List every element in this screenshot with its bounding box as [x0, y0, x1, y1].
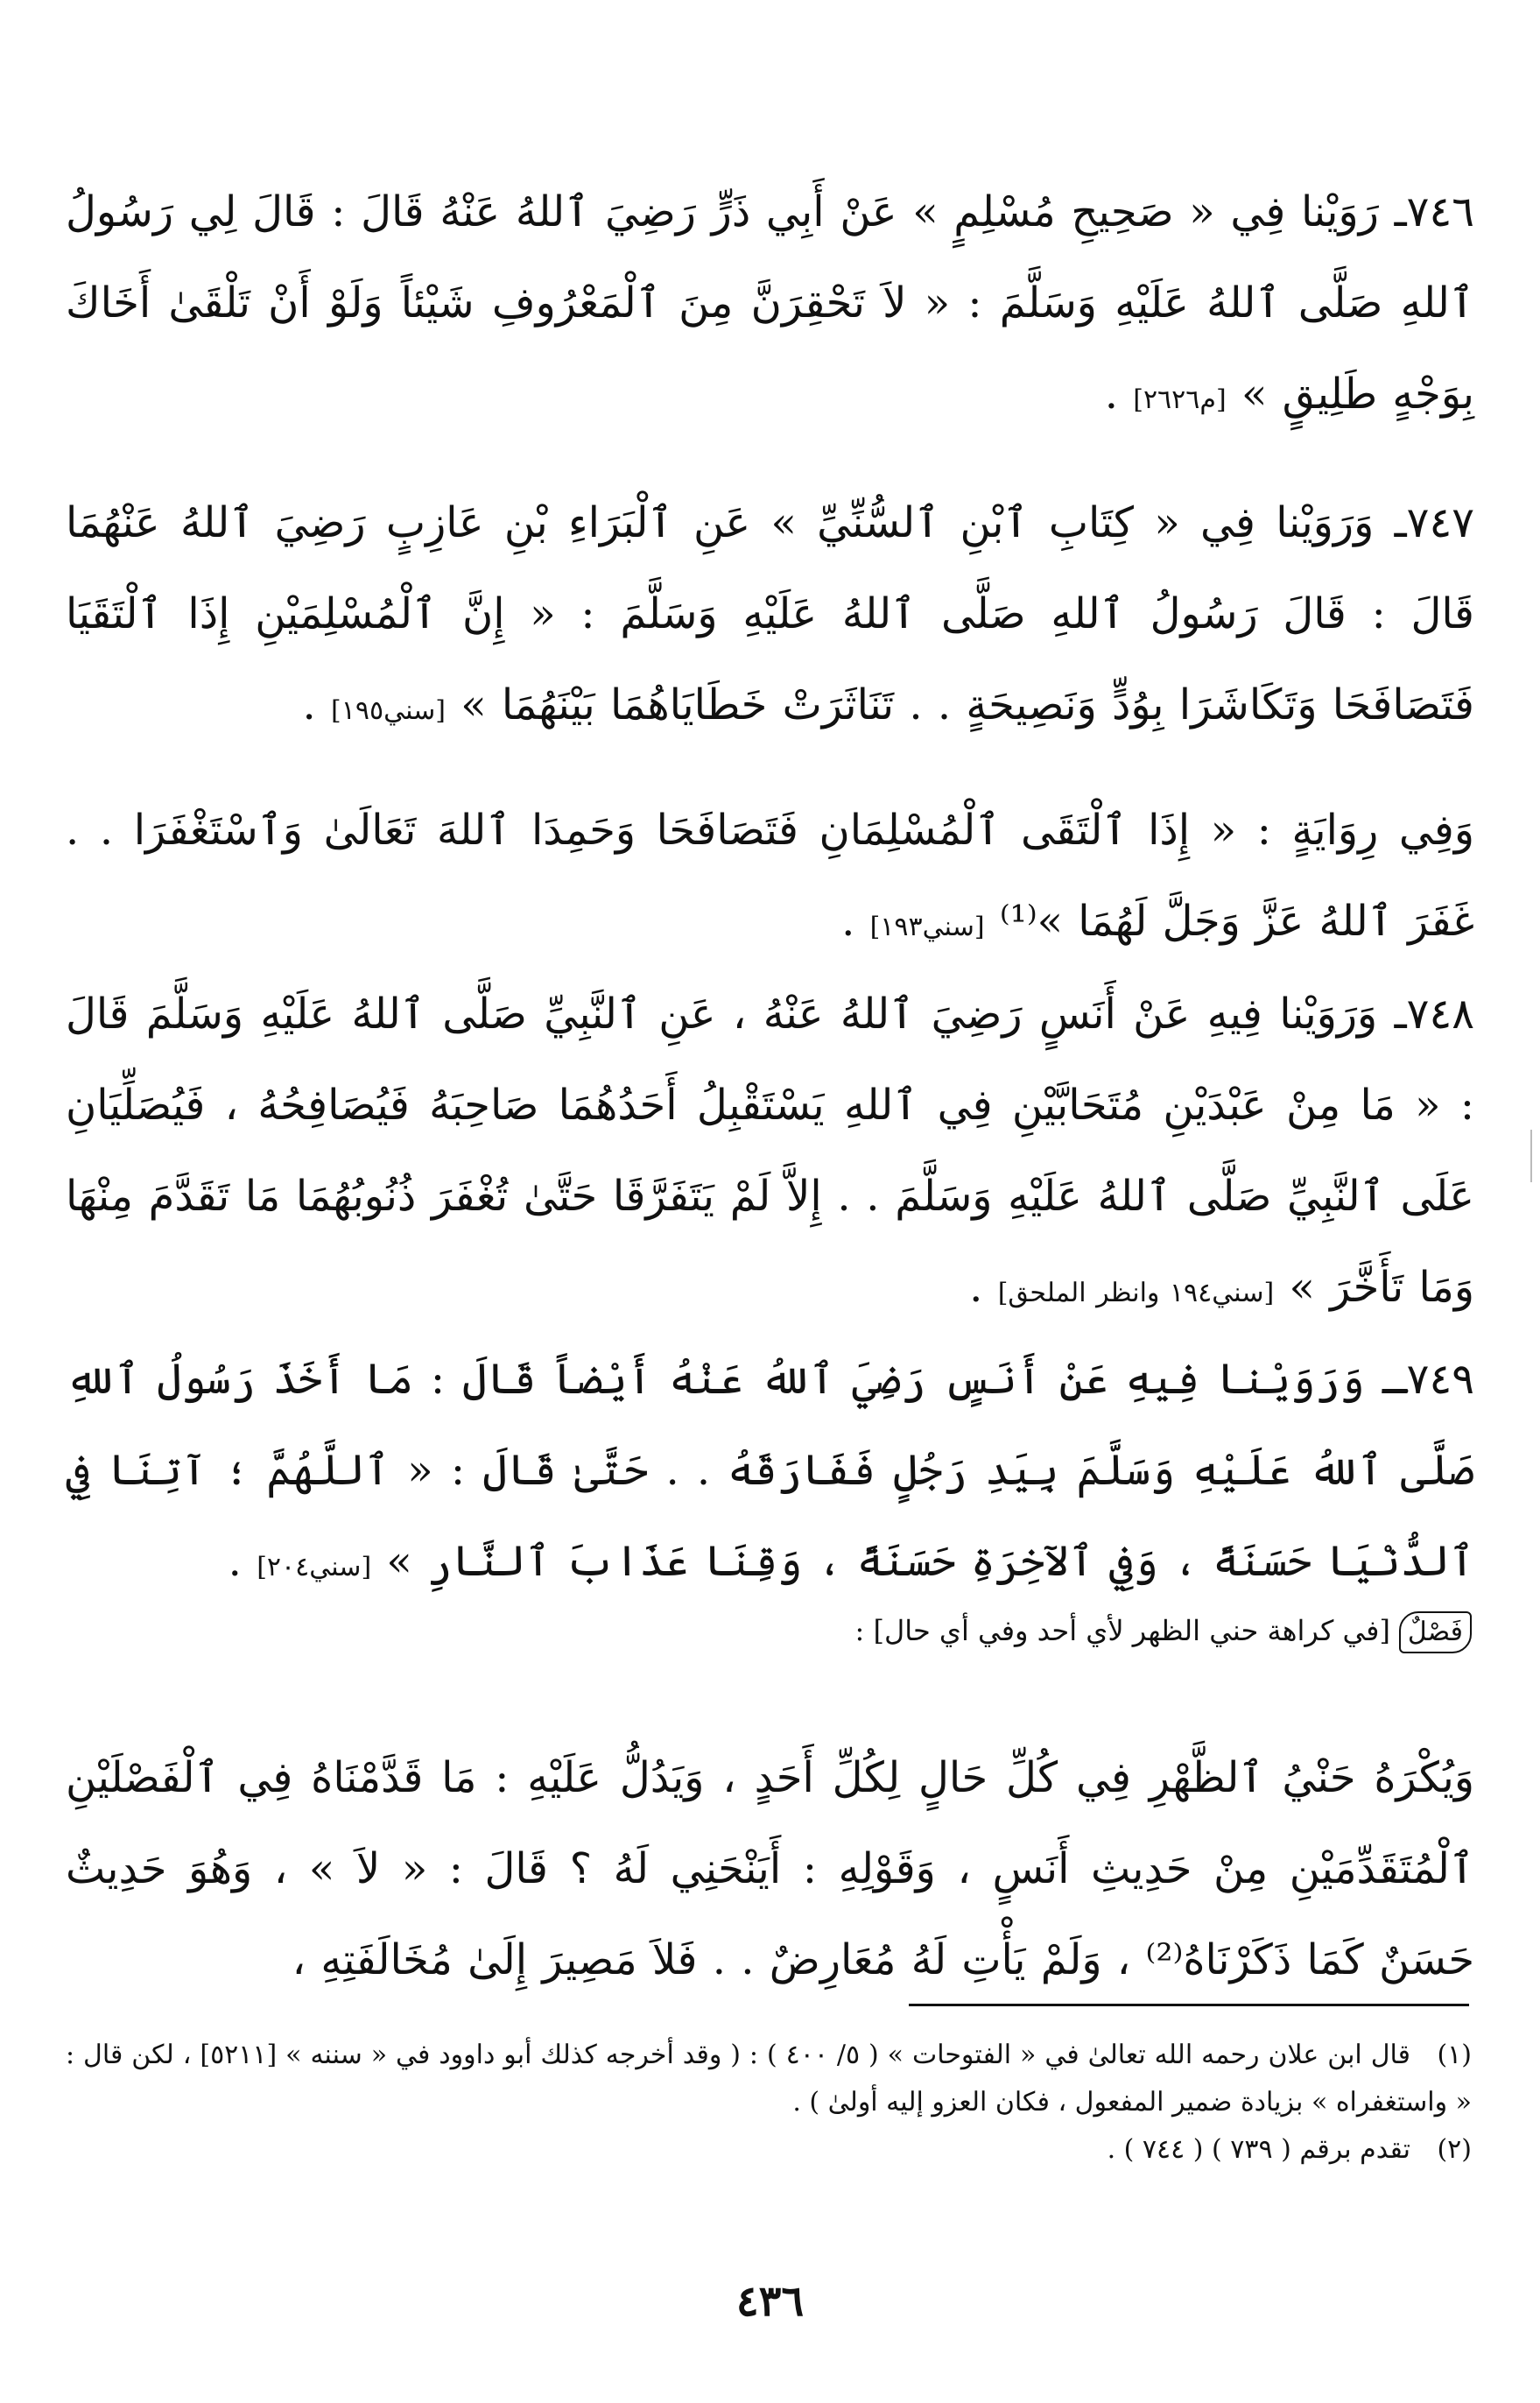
hadith-747-end: .	[302, 680, 332, 729]
page-number: ٤٣٦	[735, 2277, 805, 2326]
hadith-746-reference: [م٢٦٢٦]	[1133, 384, 1227, 415]
footnote-2-text: تقدم برقم ( ٧٣٩ ) ( ٧٤٤ ) .	[1107, 2134, 1410, 2165]
variant-reference: [سني١٩٣]	[869, 912, 985, 942]
hadith-749-reference: [سني٢٠٤]	[257, 1552, 372, 1582]
footnote-2	[66, 2126, 1472, 2174]
hadith-746-text: ٧٤٦ـ رَوَيْنا فِي « صَحِيحِ مُسْلِمٍ » عَنْ أَبِي ذَرٍّ رَضِيَ ٱللهُ عَنْهُ قَالَ : قَالَ لِي رَسُولُ ٱللهِ صَلَّى ٱللهُ عَلَيْهِ وَسَلَّمَ : « لاَ تَحْقِرَنَّ مِنَ ٱلْمَعْرُوفِ شَيْئاً وَلَوْ أَنْ تَلْقَىٰ أَخَاكَ بِوَجْهٍ طَلِيقٍ »	[66, 187, 1474, 419]
hadith-749	[66, 1334, 1474, 1613]
variant-end: .	[841, 897, 870, 946]
footnote-1-number: (١)	[1437, 2040, 1472, 2070]
closing-paragraph: وَيُكْرَهُ حَنْيُ ٱلظَّهْرِ فِي كُلِّ حَالٍ لِكُلِّ أَحَدٍ ، وَيَدُلُّ عَلَيْهِ : مَا قَدَّمْنَاهُ فِي ٱلْفَصْلَيْنِ ٱلْمُتَقَدِّمَيْنِ مِنْ حَدِيثِ أَنَسٍ ، وَقَوْلِهِ : أَيَنْحَنِي لَهُ ؟ قَالَ : « لاَ » ، وَهُوَ حَدِيثٌ حَسَنٌ كَمَا ذَكَرْنَاهُ⁽²⁾ ، وَلَمْ يَأْتِ لَهُ مُعَارِضٌ . . فَلاَ مَصِيرَ إِلَىٰ مُخَالَفَتِهِ ،	[66, 1753, 1475, 1984]
hadith-749-end: .	[228, 1537, 257, 1586]
variant-text: وَفِي رِوَايَةٍ : « إِذَا ٱلْتَقَى ٱلْمُسْلِمَانِ فَتَصَافَحَا وَحَمِدَا ٱللهَ تَعَالَىٰ وَٱسْتَغْفَرَا . . غَفَرَ ٱللهُ عَزَّ وَجَلَّ لَهُمَا »⁽¹⁾	[66, 806, 1475, 946]
hadith-747-reference: [سني١٩٥]	[331, 695, 447, 726]
section-heading-text: [في كراهة حني الظهر لأي أحد وفي أي حال] :	[854, 1614, 1390, 1647]
hadith-747	[66, 477, 1474, 757]
hadith-749-text: ٧٤٩ـ وَرَوَيْنا فِيهِ عَنْ أَنَسٍ رَضِيَ ٱللهُ عَنْهُ أَيْضاً قَالَ : مَا أَخَذَ رَسُولُ ٱللهِ صَلَّى ٱللهُ عَلَيْهِ وَسَلَّمَ بِيَدِ رَجُلٍ فَفَارَقَهُ . . حَتَّىٰ قَالَ : « ٱللَّهُمَّ ؛ آتِنَا فِي ٱلدُّنْيَا حَسَنَةً ، وَفِي ٱلآخِرَةِ حَسَنَةً ، وَقِنَا عَذَابَ ٱلنَّارِ »	[66, 1355, 1474, 1586]
hadith-747-text: ٧٤٧ـ وَرَوَيْنا فِي « كِتَابِ ٱبْنِ ٱلسُّنِّيِّ » عَنِ ٱلْبَرَاءِ بْنِ عَازِبٍ رَضِيَ ٱللهُ عَنْهُمَا قَالَ : قَالَ رَسُولُ ٱللهِ صَلَّى ٱللهُ عَلَيْهِ وَسَلَّمَ : « إِنَّ ٱلْمُسْلِمَيْنِ إِذَا ٱلْتَقَيَا فَتَصَافَحَا وَتَكَاشَرَا بِوُدٍّ وَنَصِيحَةٍ . . تَنَاثَرَتْ خَطَايَاهُمَا بَيْنَهُمَا »	[66, 498, 1474, 729]
footnote-1-text: قال ابن علان رحمه الله تعالىٰ في « الفتوحات » ( ٥/ ٤٠٠ ) : ( وقد أخرجه كذلك أبو داوود في « سننه » [٥٢١١] ، لكن قال : « واستغفراه » بزيادة ضمير المفعول ، فكان العزو إليه أولىٰ ) .	[66, 2040, 1472, 2118]
hadith-746	[66, 166, 1474, 446]
hadith-748-text: ٧٤٨ـ وَرَوَيْنا فِيهِ عَنْ أَنَسٍ رَضِيَ ٱللهُ عَنْهُ ، عَنِ ٱلنَّبِيِّ صَلَّى ٱللهُ عَلَيْهِ وَسَلَّمَ قَالَ : « مَا مِنْ عَبْدَيْنِ مُتَحَابَّيْنِ فِي ٱللهِ يَسْتَقْبِلُ أَحَدُهُمَا صَاحِبَهُ فَيُصَافِحُهُ ، فَيُصَلِّيَانِ عَلَى ٱلنَّبِيِّ صَلَّى ٱللهُ عَلَيْهِ وَسَلَّمَ . . إِلاَّ لَمْ يَتَفَرَّقَا حَتَّىٰ تُغْفَرَ ذُنُوبُهُمَا مَا تَقَدَّمَ مِنْهَا وَمَا تَأَخَّرَ »	[66, 990, 1474, 1312]
hadith-748-end: .	[969, 1263, 998, 1312]
hadith-748	[66, 969, 1474, 1339]
scan-mark	[1530, 1130, 1532, 1182]
footnote-2-number: (٢)	[1437, 2134, 1472, 2165]
hadith-748-reference: [سني١٩٤ وانظر الملحق]	[997, 1278, 1275, 1308]
footnote-1	[66, 2032, 1472, 2126]
footnotes	[66, 2032, 1472, 2174]
hadith-746-end: .	[1104, 370, 1134, 419]
fasl-ornament-label: فَصْلٌ	[1399, 1611, 1472, 1653]
footnote-divider	[909, 2004, 1469, 2006]
section-heading	[66, 1611, 1472, 1653]
hadith-747-variant	[66, 785, 1474, 973]
